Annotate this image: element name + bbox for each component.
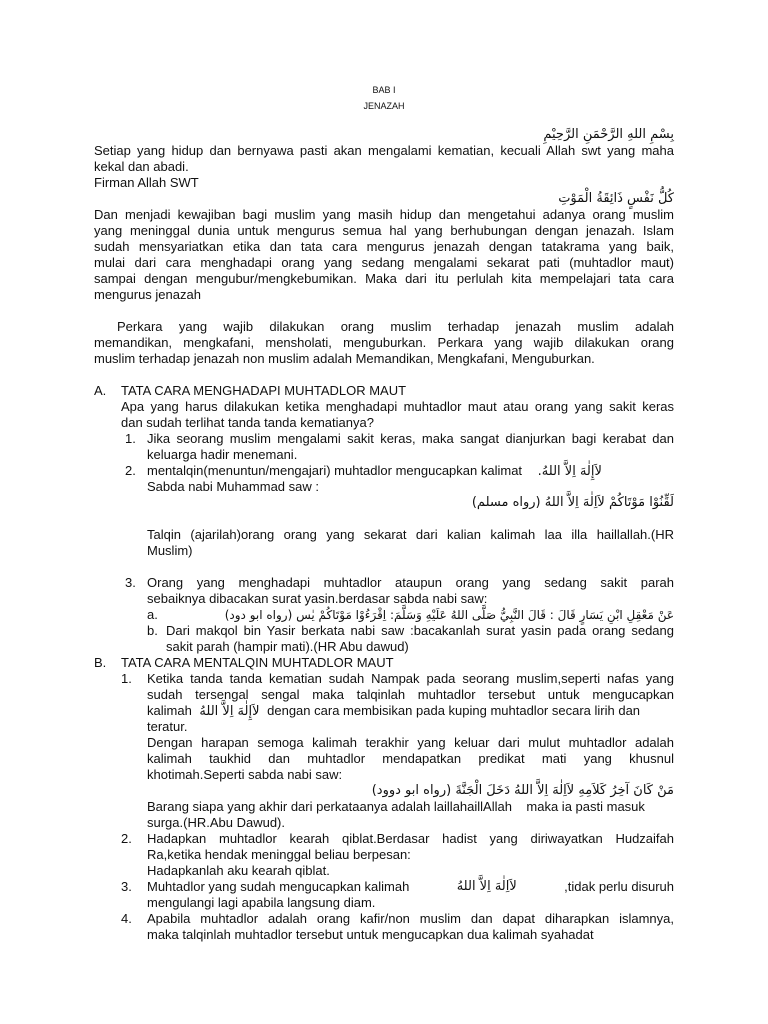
list-item-line: Jika seorang muslim mengalami sakit keras, maka sangat dianjurkan bagi kerabat dan xyxy=(147,431,674,446)
hadith-arabic: مَنْ كَانَ آخِرُ كَلاَمِهِ لاَاِلٰهَ اِلاَّ اللهُ دَخَلَ الْجَنَّةَ (رواه ابو دوود) xyxy=(371,783,674,798)
hadith-arabic: عَنْ مَعْقِلِ ابْنِ يَسَارٍ قَالَ : قَالَ النَّبِيُّ صَلَّى اللهُ عَلَيْهِ وَسَلَّمَ: اِقْرَءُوْا مَوْتَاكُمْ يٰس (رواه ابو دود) xyxy=(224,608,674,622)
arabic-kalimah: لاَإِلٰهَ اِلاَّ اللهُ xyxy=(199,704,260,719)
section-intro-line: Apa yang harus dilakukan ketika menghadapi muhtadlor maut atau orang yang sakit keras xyxy=(121,399,674,414)
paragraph-line: mulai dari cara menghadapi orang yang sedang mengalami sekarat pati (muhtadlor maut) xyxy=(94,255,674,270)
paragraph-line: sampai dengan mengubur/mengkebumikan. Maka dari itu perlulah kita mempelajari tata cara xyxy=(94,271,674,286)
list-item-line: Ketika tanda tanda kematian sudah Nampak pada seorang muslim,seperti nafas yang xyxy=(147,671,674,686)
list-item-line: teratur. xyxy=(147,719,188,734)
list-item-line xyxy=(147,463,602,480)
list-item-line: khotimah.Seperti sabda nabi saw: xyxy=(147,767,343,782)
quran-verse: كُلُّ نَفْسٍ ذَائِقَةُ الْمَوْتِ xyxy=(558,191,674,206)
hadith-translation: Muslim) xyxy=(147,543,193,558)
list-item-line xyxy=(147,703,640,720)
list-number: 4. xyxy=(121,911,132,926)
list-item-text: kalimah xyxy=(147,703,192,718)
list-number: 2. xyxy=(125,463,136,478)
paragraph-line: Perkara yang wajib dilakukan orang muslim terhadap jenazah muslim adalah xyxy=(117,319,674,334)
sublist-marker: b. xyxy=(147,623,158,638)
hadith-translation: surga.(HR.Abu Dawud). xyxy=(147,815,285,830)
sublist-line: sakit parah (hampir mati).(HR Abu dawud) xyxy=(166,639,409,654)
paragraph-line: Dan menjadi kewajiban bagi muslim yang masih hidup dan mengetahui adanya orang muslim xyxy=(94,207,674,222)
arabic-kalimah: لاَإِلٰهَ اِلاَّ اللهُ. xyxy=(537,464,602,479)
list-item-line: sebaiknya dibacakan surat yasin.berdasar sabda nabi saw: xyxy=(147,591,488,606)
sublist-line: Dari makqol bin Yasir berkata nabi saw :bacakanlah surat yasin pada orang sedang xyxy=(166,623,674,638)
hadith-arabic: لَقِّنُوْا مَوْتَاكُمْ لاَاِلٰهَ اِلاَّ اللهُ (رواه مسلم) xyxy=(471,495,674,510)
list-number: 1. xyxy=(121,671,132,686)
list-number: 3. xyxy=(121,879,132,894)
sublist-marker: a. xyxy=(147,607,158,622)
list-item-line: Apabila muhtadlor adalah orang kafir/non muslim dan dapat diharapkan islamnya, xyxy=(147,911,674,926)
intro-line: Setiap yang hidup dan bernyawa pasti akan mengalami kematian, kecuali Allah swt yang maha xyxy=(94,143,674,158)
list-item-line: sudah tersengal sengal maka talqinlah muhtadlor tersebut untuk mengucapkan xyxy=(147,687,674,702)
section-heading: TATA CARA MENTALQIN MUHTADLOR MAUT xyxy=(121,655,394,670)
list-item-text: ,tidak perlu disuruh xyxy=(564,879,674,894)
arabic-kalimah: لاَاِلٰهَ اِلاَّ اللهُ xyxy=(456,879,517,894)
basmalah: بِسْمِ اللهِ الرَّحْمَنِ الرَّحِيْمِ xyxy=(543,127,674,142)
hadith-translation: Talqin (ajarilah)orang orang yang sekarat dari kalian kalimah laa illa haillallah.(HR xyxy=(147,527,674,542)
list-item-line: mengulangi lagi apabila langsung diam. xyxy=(147,895,376,910)
paragraph-line: yang meninggal dunia untuk mengurus semua hal yang berhubungan dengan jenazah. Islam xyxy=(94,223,674,238)
paragraph-line: muslim terhadap jenazah non muslim adalah Memandikan, Mengkafani, Menguburkan. xyxy=(94,351,595,366)
section-marker: B. xyxy=(94,655,107,670)
list-item-line: Hadapkanlah aku kearah qiblat. xyxy=(147,863,330,878)
list-item-line: Hadapkan muhtadlor kearah qiblat.Berdasar hadist yang diriwayatkan Hudzaifah xyxy=(147,831,674,846)
list-item-line: kalimah taukhid dan muhtadlor mendapatkan predikat mati yang khusnul xyxy=(147,751,674,766)
list-item-line: Orang yang menghadapi muhtadlor ataupun orang yang sedang sakit parah xyxy=(147,575,674,590)
sabda-label: Sabda nabi Muhammad saw : xyxy=(147,479,319,494)
section-heading: TATA CARA MENGHADAPI MUHTADLOR MAUT xyxy=(121,383,407,398)
list-item-text: Muhtadlor yang sudah mengucapkan kalimah xyxy=(147,879,410,894)
section-marker: A. xyxy=(94,383,107,398)
list-number: 3. xyxy=(125,575,136,590)
intro-line: kekal dan abadi. xyxy=(94,159,189,174)
list-item-line: keluarga hadir menemani. xyxy=(147,447,298,462)
list-item-line: Ra,ketika hendak meninggal beliau berpesan: xyxy=(147,847,411,862)
list-item-text: mentalqin(menuntun/mengajari) muhtadlor mengucapkan kalimat xyxy=(147,463,523,478)
list-number: 1. xyxy=(125,431,136,446)
list-number: 2. xyxy=(121,831,132,846)
list-item-text: dengan cara membisikan pada kuping muhtadlor secara lirih dan xyxy=(267,703,641,718)
section-intro-line: dan sudah terlihat tanda tanda kematianya? xyxy=(121,415,374,430)
paragraph-line: memandikan, mengkafani, mensholati, menguburkan. Perkara yang wajib dilakukan orang xyxy=(94,335,674,350)
list-item-line xyxy=(147,879,674,895)
intro-line: Firman Allah SWT xyxy=(94,175,199,190)
list-item-line: maka talqinlah muhtadlor tersebut untuk mengucapkan dua kalimah syahadat xyxy=(147,927,594,942)
hadith-translation: Barang siapa yang akhir dari perkataanya adalah laillahaillAllah maka ia pasti masuk xyxy=(147,799,645,814)
chapter-number: BAB I xyxy=(372,85,396,95)
list-item-line: Dengan harapan semoga kalimah terakhir yang keluar dari mulut muhtadlor adalah xyxy=(147,735,674,750)
paragraph-line: sudah mensyariatkan etika dan tata cara mengurus jenazah dengan tatakrama yang baik, xyxy=(94,239,674,254)
paragraph-line: mengurus jenazah xyxy=(94,287,201,302)
chapter-title: JENAZAH xyxy=(363,101,405,111)
